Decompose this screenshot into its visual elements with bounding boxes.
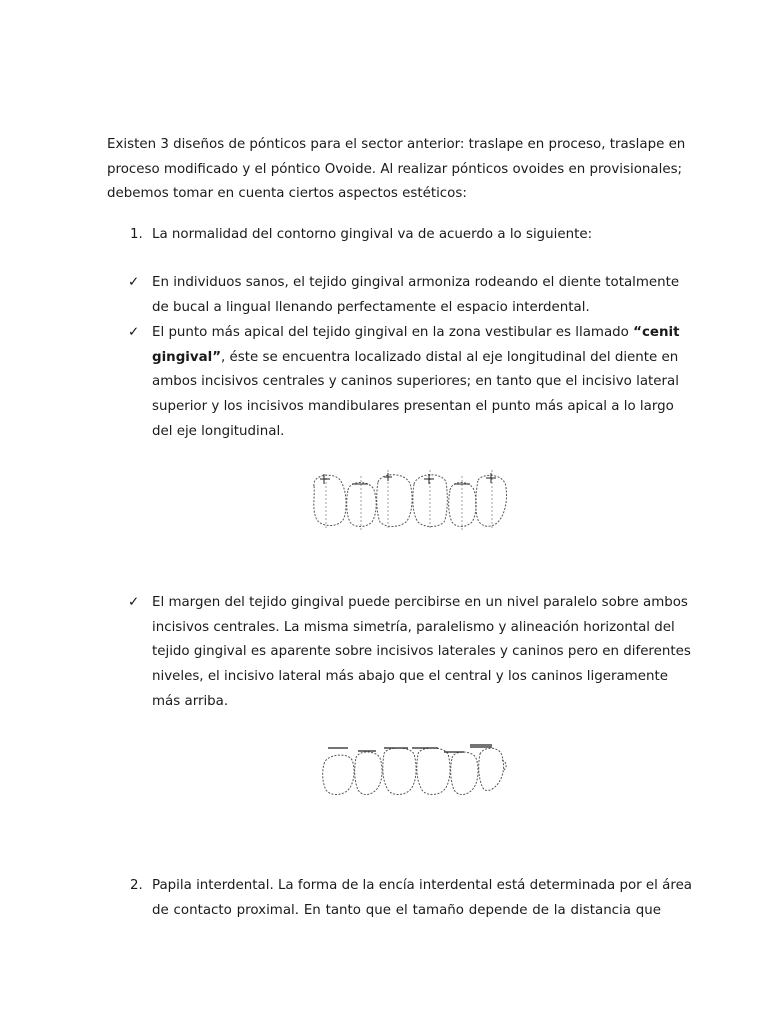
margin-level-lines bbox=[328, 745, 492, 752]
intro-paragraph bbox=[107, 133, 686, 207]
tooth-outline bbox=[451, 752, 478, 795]
check-bullet-2 bbox=[128, 321, 680, 445]
bullet-line: El margen del tejido gingival puede percibirse en un nivel paralelo sobre ambos bbox=[152, 595, 688, 610]
list-number: 2. bbox=[130, 878, 143, 893]
bullet-line: más arriba. bbox=[152, 693, 229, 709]
tooth-outline bbox=[314, 475, 346, 525]
intro-line: Existen 3 diseños de pónticos para el sector anterior: traslape en proceso, traslape en bbox=[107, 137, 686, 152]
bold-term: “cenit bbox=[633, 325, 680, 340]
tooth-outline bbox=[355, 752, 382, 795]
longitudinal-axes bbox=[326, 470, 492, 530]
bullet-line: En individuos sanos, el tejido gingival armoniza rodeando el diente totalmente bbox=[152, 275, 680, 290]
list-item-text: La normalidad del contorno gingival va de acuerdo a lo siguiente: bbox=[152, 227, 593, 242]
check-bullet-3 bbox=[128, 591, 691, 715]
tooth-outline bbox=[479, 748, 504, 790]
bullet-line: superior y los incisivos mandibulares presentan el punto más apical a lo largo bbox=[152, 399, 674, 415]
bullet-line: del eje longitudinal. bbox=[152, 423, 285, 439]
tooth-outline bbox=[449, 483, 476, 527]
check-icon: ✓ bbox=[128, 325, 140, 340]
bullet-line bbox=[152, 321, 680, 346]
list-item-2 bbox=[130, 874, 693, 923]
check-icon: ✓ bbox=[128, 275, 140, 290]
bold-term: gingival” bbox=[152, 349, 222, 365]
bullet-line bbox=[152, 346, 679, 371]
bullet-line: ambos incisivos centrales y caninos superiores; en tanto que el incisivo lateral bbox=[152, 374, 679, 390]
list-number: 1. bbox=[130, 227, 143, 242]
tooth-outline bbox=[347, 483, 376, 527]
bullet-text: El punto más apical del tejido gingival en la zona vestibular es llamado bbox=[152, 325, 634, 340]
tooth-outline bbox=[417, 748, 450, 795]
check-bullet-1 bbox=[128, 271, 680, 320]
gingival-margin-diagram bbox=[318, 740, 512, 802]
tooth-outline bbox=[383, 748, 416, 795]
tooth-outline bbox=[377, 475, 412, 527]
gingival-zenith-diagram bbox=[306, 466, 520, 540]
bullet-line: de bucal a lingual llenando perfectamente el espacio interdental. bbox=[152, 299, 590, 315]
bullet-line: incisivos centrales. La misma simetría, paralelismo y alineación horizontal del bbox=[152, 619, 675, 635]
zenith-marks bbox=[320, 473, 496, 484]
tooth-outline bbox=[323, 755, 354, 794]
tooth-outlines bbox=[323, 748, 506, 795]
bullet-text: , éste se encuentra localizado distal al eje longitudinal del diente en bbox=[221, 349, 679, 365]
list-item-line: de contacto proximal. En tanto que el tamaño depende de la distancia que bbox=[152, 902, 661, 918]
bullet-line: niveles, el incisivo lateral más abajo que el central y los caninos ligeramente bbox=[152, 669, 668, 685]
bullet-line: tejido gingival es aparente sobre incisivos laterales y caninos pero en diferentes bbox=[152, 644, 691, 660]
list-item-1 bbox=[130, 223, 661, 248]
tooth-outlines bbox=[314, 475, 507, 527]
list-item-line: Papila interdental. La forma de la encía interdental está determinada por el área bbox=[152, 878, 693, 893]
intro-line: proceso modificado y el póntico Ovoide. Al realizar pónticos ovoides en provisionales; bbox=[107, 161, 683, 177]
intro-line: debemos tomar en cuenta ciertos aspectos estéticos: bbox=[107, 186, 467, 201]
check-icon: ✓ bbox=[128, 595, 140, 610]
